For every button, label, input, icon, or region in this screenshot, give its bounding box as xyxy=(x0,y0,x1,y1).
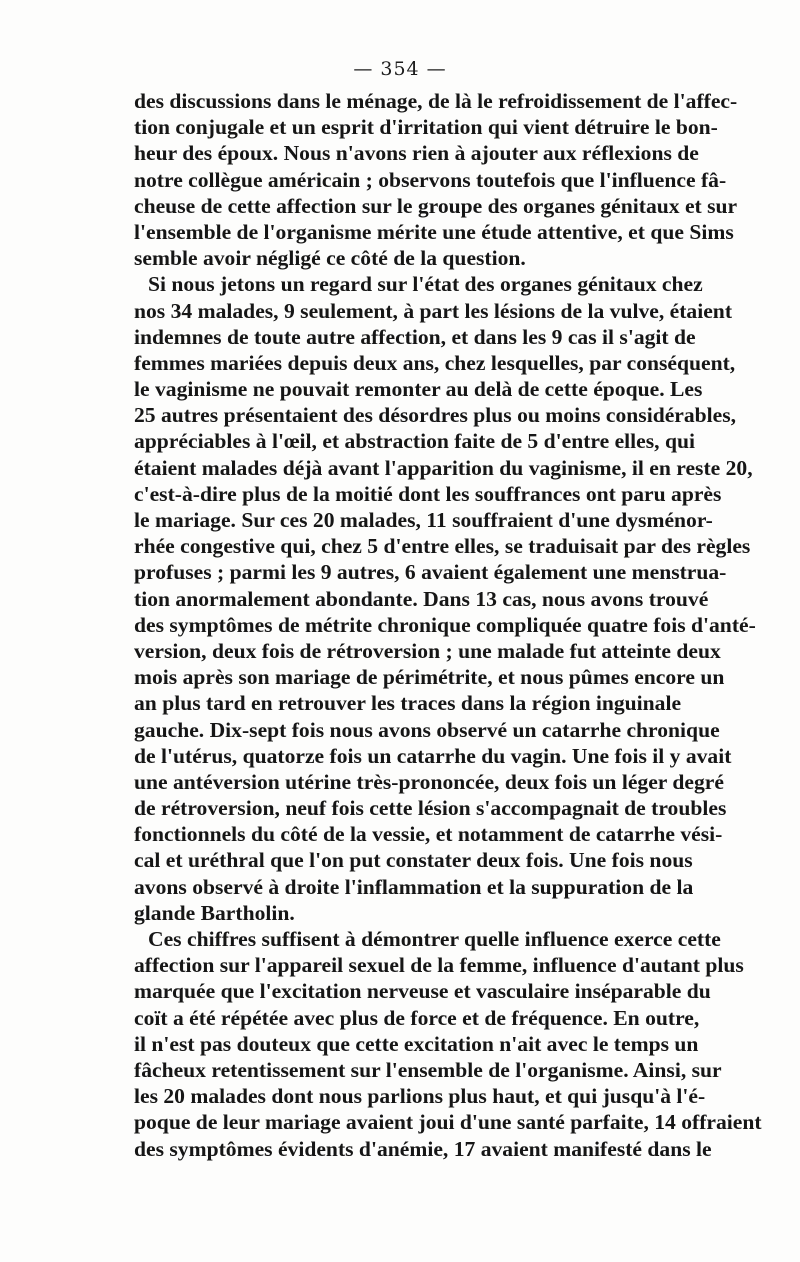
text-line: l'ensemble de l'organisme mérite une étude attentive, et que Sims xyxy=(134,219,734,244)
text-line: heur des époux. Nous n'avons rien à ajouter aux réflexions de xyxy=(134,141,699,166)
text-line: glande Bartholin. xyxy=(134,900,295,925)
text-line: an plus tard en retrouver les traces dans la région inguinale xyxy=(134,691,682,716)
text-line: rhée congestive qui, chez 5 d'entre elles, se traduisait par des règles xyxy=(134,534,751,559)
text-line: tion conjugale et un esprit d'irritation qui vient détruire le bon- xyxy=(134,115,718,140)
text-line: mois après son mariage de périmétrite, et nous pûmes encore un xyxy=(134,665,725,690)
text-line: coït a été répétée avec plus de force et de fréquence. En outre, xyxy=(134,1005,700,1030)
text-line: le vaginisme ne pouvait remonter au delà de cette époque. Les xyxy=(134,377,703,402)
page-number: — 354 — xyxy=(353,58,447,80)
text-line: avons observé à droite l'inflammation et la suppuration de la xyxy=(134,874,694,899)
text-line: femmes mariées depuis deux ans, chez lesquelles, par conséquent, xyxy=(134,350,736,375)
text-line: de rétroversion, neuf fois cette lésion s'accompagnait de troubles xyxy=(134,796,727,821)
text-line: Si nous jetons un regard sur l'état des organes génitaux chez xyxy=(148,272,703,297)
text-line: notre collègue américain ; observons toutefois que l'influence fâ- xyxy=(134,167,727,192)
text-line: Ces chiffres suffisent à démontrer quelle influence exerce cette xyxy=(148,927,721,951)
text-line: 25 autres présentaient des désordres plus ou moins considérables, xyxy=(134,403,737,428)
text-line: le mariage. Sur ces 20 malades, 11 souffraient d'une dysménor- xyxy=(134,508,713,532)
text-line: les 20 malades dont nous parlions plus haut, et qui jusqu'à l'é- xyxy=(134,1084,706,1109)
text-line: marquée que l'excitation nerveuse et vasculaire inséparable du xyxy=(134,979,711,1004)
text-line: étaient malades déjà avant l'apparition du vaginisme, il en reste 20, xyxy=(134,455,753,480)
body-text xyxy=(134,88,762,1162)
text-line: de l'utérus, quatorze fois un catarrhe du vagin. Une fois il y avait xyxy=(134,743,732,768)
text-line: profuses ; parmi les 9 autres, 6 avaient également une menstrua- xyxy=(134,560,727,585)
text-line: appréciables à l'œil, et abstraction faite de 5 d'entre elles, qui xyxy=(134,429,695,454)
text-line: gauche. Dix-sept fois nous avons observé un catarrhe chronique xyxy=(134,717,720,742)
text-line: affection sur l'appareil sexuel de la femme, influence d'autant plus xyxy=(134,953,744,978)
text-line: version, deux fois de rétroversion ; une malade fut atteinte deux xyxy=(134,638,721,663)
text-line: il n'est pas douteux que cette excitation n'ait avec le temps un xyxy=(134,1031,699,1056)
text-line: tion anormalement abondante. Dans 13 cas, nous avons trouvé xyxy=(134,586,709,611)
text-line: nos 34 malades, 9 seulement, à part les lésions de la vulve, étaient xyxy=(134,298,733,323)
text-line: c'est-à-dire plus de la moitié dont les souffrances ont paru après xyxy=(134,481,722,506)
text-line: fâcheux retentissement sur l'ensemble de l'organisme. Ainsi, sur xyxy=(134,1057,722,1082)
text-line: poque de leur mariage avaient joui d'une santé parfaite, 14 offraient xyxy=(134,1110,762,1135)
text-line: semble avoir négligé ce côté de la question. xyxy=(134,246,526,271)
text-line: cal et uréthral que l'on put constater deux fois. Une fois nous xyxy=(134,848,693,873)
text-line: fonctionnels du côté de la vessie, et notamment de catarrhe vési- xyxy=(134,822,723,847)
text-line: des discussions dans le ménage, de là le refroidissement de l'affec- xyxy=(134,89,738,113)
text-line: des symptômes de métrite chronique compliquée quatre fois d'anté- xyxy=(134,612,756,637)
text-line: indemnes de toute autre affection, et dans les 9 cas il s'agit de xyxy=(134,324,696,349)
text-line: une antéversion utérine très-prononcée, deux fois un léger degré xyxy=(134,769,724,794)
text-line: des symptômes évidents d'anémie, 17 avaient manifesté dans le xyxy=(134,1136,712,1161)
text-line: cheuse de cette affection sur le groupe des organes génitaux et sur xyxy=(134,193,738,218)
